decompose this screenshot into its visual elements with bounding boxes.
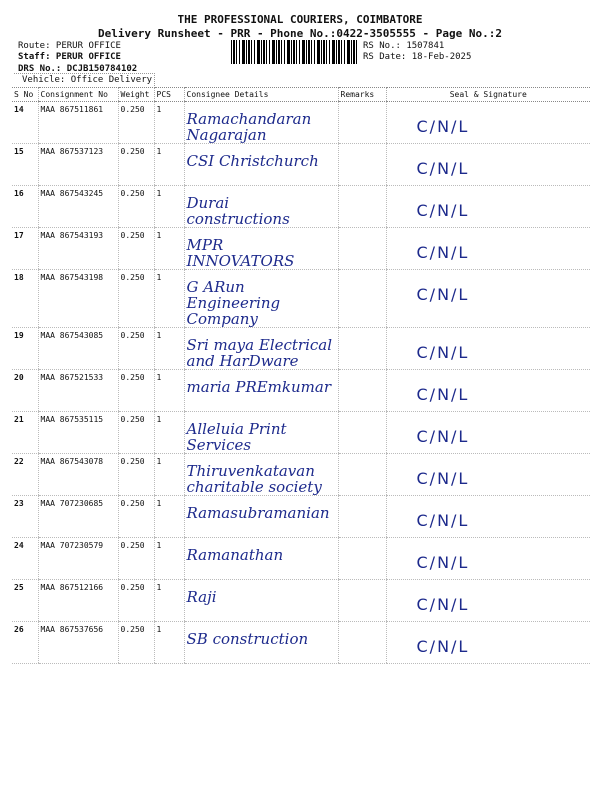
handwritten-consignee: Thiruvenkatavan charitable society <box>186 462 322 496</box>
handwritten-consignee: Raji <box>186 588 217 606</box>
handwritten-signature: C/N/L <box>416 469 470 488</box>
column-header: Consignment No <box>38 88 118 102</box>
weight-cell: 0.250 <box>118 144 154 186</box>
consignment-number-cell: MAA 867512166 <box>38 580 118 622</box>
consignment-number-cell: MAA 867511861 <box>38 102 118 144</box>
consignment-number-cell: MAA 707230685 <box>38 496 118 538</box>
remarks-cell <box>338 102 386 144</box>
remarks-cell <box>338 370 386 412</box>
serial-number-cell: 14 <box>12 102 38 144</box>
handwritten-consignee: Durai constructions <box>186 194 290 228</box>
signature-cell <box>386 102 590 144</box>
pieces-cell: 1 <box>154 496 184 538</box>
consignment-number-cell: MAA 867537123 <box>38 144 118 186</box>
handwritten-consignee: MPR INNOVATORS <box>186 236 295 270</box>
consignee-details-cell <box>184 144 338 186</box>
route-label: Route: PERUR OFFICE <box>18 41 121 51</box>
remarks-cell <box>338 328 386 370</box>
pieces-cell: 1 <box>154 454 184 496</box>
weight-cell: 0.250 <box>118 412 154 454</box>
pieces-cell: 1 <box>154 622 184 664</box>
consignee-details-cell <box>184 454 338 496</box>
consignee-details-cell <box>184 496 338 538</box>
consignment-number-cell: MAA 867521533 <box>38 370 118 412</box>
serial-number-cell: 21 <box>12 412 38 454</box>
remarks-cell <box>338 454 386 496</box>
serial-number-cell: 20 <box>12 370 38 412</box>
remarks-cell <box>338 622 386 664</box>
consignee-details-cell <box>184 580 338 622</box>
consignment-number-cell: MAA 867543245 <box>38 186 118 228</box>
table-row <box>12 228 590 270</box>
rs-date: RS Date: 18-Feb-2025 <box>363 52 472 62</box>
serial-number-cell: 22 <box>12 454 38 496</box>
weight-cell: 0.250 <box>118 580 154 622</box>
signature-cell <box>386 270 590 328</box>
handwritten-consignee: SB construction <box>186 630 309 648</box>
handwritten-signature: C/N/L <box>416 159 470 178</box>
signature-cell <box>386 144 590 186</box>
serial-number-cell: 17 <box>12 228 38 270</box>
consignment-number-cell: MAA 867543078 <box>38 454 118 496</box>
handwritten-signature: C/N/L <box>416 343 470 362</box>
serial-number-cell: 26 <box>12 622 38 664</box>
serial-number-cell: 16 <box>12 186 38 228</box>
handwritten-signature: C/N/L <box>416 117 470 136</box>
weight-cell: 0.250 <box>118 496 154 538</box>
weight-cell: 0.250 <box>118 538 154 580</box>
table-row <box>12 622 590 664</box>
table-row <box>12 454 590 496</box>
serial-number-cell: 25 <box>12 580 38 622</box>
serial-number-cell: 19 <box>12 328 38 370</box>
table-row <box>12 144 590 186</box>
pieces-cell: 1 <box>154 580 184 622</box>
signature-cell <box>386 328 590 370</box>
weight-cell: 0.250 <box>118 328 154 370</box>
weight-cell: 0.250 <box>118 622 154 664</box>
consignee-details-cell <box>184 228 338 270</box>
pieces-cell: 1 <box>154 186 184 228</box>
handwritten-consignee: Ramanathan <box>186 546 284 564</box>
pieces-cell: 1 <box>154 370 184 412</box>
table-row <box>12 328 590 370</box>
consignment-number-cell: MAA 867537656 <box>38 622 118 664</box>
table-row <box>12 580 590 622</box>
table-row <box>12 186 590 228</box>
pieces-cell: 1 <box>154 102 184 144</box>
consignment-number-cell: MAA 867543085 <box>38 328 118 370</box>
signature-cell <box>386 370 590 412</box>
runsheet-title: Delivery Runsheet - PRR - Phone No.:0422-3505555 - Page No.:2 <box>98 27 502 40</box>
pieces-cell: 1 <box>154 144 184 186</box>
table-row <box>12 270 590 328</box>
table-row <box>12 538 590 580</box>
column-header: Weight <box>118 88 154 102</box>
signature-cell <box>386 538 590 580</box>
consignment-number-cell: MAA 867543198 <box>38 270 118 328</box>
signature-cell <box>386 454 590 496</box>
table-row <box>12 102 590 144</box>
consignee-details-cell <box>184 270 338 328</box>
pieces-cell: 1 <box>154 538 184 580</box>
rs-number: RS No.: 1507841 <box>363 41 445 51</box>
consignee-details-cell <box>184 622 338 664</box>
company-title: THE PROFESSIONAL COURIERS, COIMBATORE <box>177 13 423 26</box>
remarks-cell <box>338 538 386 580</box>
remarks-cell <box>338 186 386 228</box>
consignment-number-cell: MAA 867543193 <box>38 228 118 270</box>
runsheet-table <box>12 87 590 664</box>
column-header: PCS <box>154 88 184 102</box>
consignee-details-cell <box>184 370 338 412</box>
handwritten-signature: C/N/L <box>416 427 470 446</box>
column-header: Consignee Details <box>184 88 338 102</box>
weight-cell: 0.250 <box>118 454 154 496</box>
weight-cell: 0.250 <box>118 102 154 144</box>
table-row <box>12 370 590 412</box>
weight-cell: 0.250 <box>118 270 154 328</box>
signature-cell <box>386 622 590 664</box>
column-header: Seal & Signature <box>386 88 590 102</box>
weight-cell: 0.250 <box>118 228 154 270</box>
pieces-cell: 1 <box>154 228 184 270</box>
handwritten-consignee: Alleluia Print Services <box>186 420 287 454</box>
weight-cell: 0.250 <box>118 370 154 412</box>
remarks-cell <box>338 496 386 538</box>
handwritten-signature: C/N/L <box>416 285 470 304</box>
remarks-cell <box>338 270 386 328</box>
pieces-cell: 1 <box>154 328 184 370</box>
staff-label: Staff: PERUR OFFICE <box>18 52 121 62</box>
handwritten-signature: C/N/L <box>416 201 470 220</box>
handwritten-consignee: maria PREmkumar <box>186 378 331 396</box>
consignee-details-cell <box>184 328 338 370</box>
pieces-cell: 1 <box>154 270 184 328</box>
pieces-cell: 1 <box>154 412 184 454</box>
handwritten-consignee: Ramachandaran Nagarajan <box>186 110 312 144</box>
table-row <box>12 496 590 538</box>
table-header-row <box>12 88 590 102</box>
handwritten-signature: C/N/L <box>416 637 470 656</box>
handwritten-signature: C/N/L <box>416 385 470 404</box>
signature-cell <box>386 186 590 228</box>
weight-cell: 0.250 <box>118 186 154 228</box>
signature-cell <box>386 228 590 270</box>
signature-cell <box>386 496 590 538</box>
handwritten-signature: C/N/L <box>416 553 470 572</box>
consignment-number-cell: MAA 707230579 <box>38 538 118 580</box>
handwritten-consignee: G ARun Engineering Company <box>186 278 281 328</box>
serial-number-cell: 15 <box>12 144 38 186</box>
column-header: Remarks <box>338 88 386 102</box>
handwritten-consignee: CSI Christchurch <box>186 152 319 170</box>
drs-number: DRS No.: DCJB150784102 <box>18 64 138 74</box>
handwritten-consignee: Ramasubramanian <box>186 504 330 522</box>
vehicle-label: Vehicle: Office Delivery <box>22 75 153 85</box>
remarks-cell <box>338 228 386 270</box>
serial-number-cell: 18 <box>12 270 38 328</box>
serial-number-cell: 23 <box>12 496 38 538</box>
signature-cell <box>386 580 590 622</box>
consignment-number-cell: MAA 867535115 <box>38 412 118 454</box>
signature-cell <box>386 412 590 454</box>
handwritten-signature: C/N/L <box>416 595 470 614</box>
consignee-details-cell <box>184 412 338 454</box>
consignee-details-cell <box>184 186 338 228</box>
handwritten-signature: C/N/L <box>416 243 470 262</box>
table-body <box>12 102 590 664</box>
remarks-cell <box>338 144 386 186</box>
handwritten-consignee: Sri maya Electrical and HarDware <box>186 336 333 370</box>
remarks-cell <box>338 412 386 454</box>
barcode-image <box>231 40 357 64</box>
handwritten-signature: C/N/L <box>416 511 470 530</box>
consignee-details-cell <box>184 538 338 580</box>
serial-number-cell: 24 <box>12 538 38 580</box>
column-header: S No <box>12 88 38 102</box>
table-row <box>12 412 590 454</box>
remarks-cell <box>338 580 386 622</box>
consignee-details-cell <box>184 102 338 144</box>
